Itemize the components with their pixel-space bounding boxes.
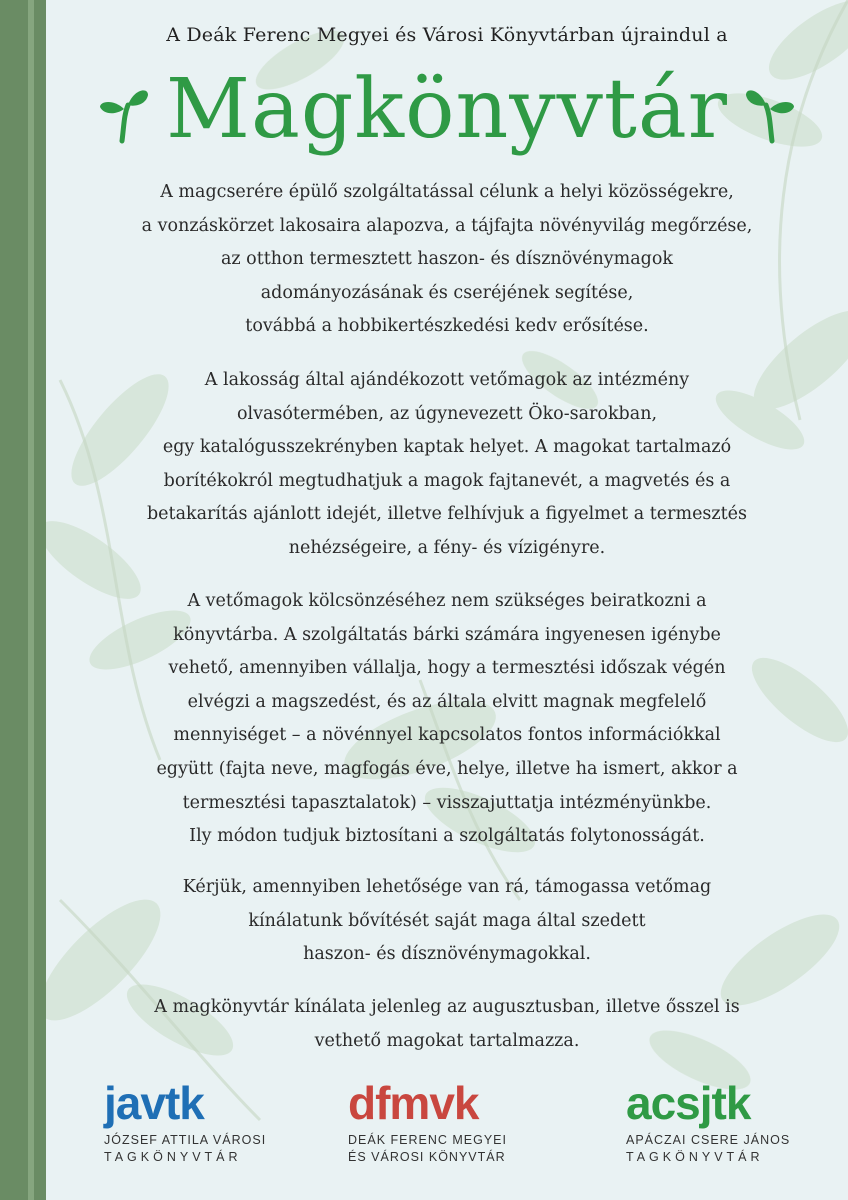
paragraph-1	[46, 176, 848, 344]
logo-mark-text: dfmvk	[348, 1077, 479, 1129]
sprout-icon-right	[744, 75, 800, 145]
paragraph-line: adományozásának és cseréjének segítése,	[260, 282, 634, 303]
sprout-icon-left	[94, 75, 150, 145]
logo-mark-text: javtk	[104, 1077, 204, 1129]
paragraph-line: vehető, amennyiben vállalja, hogy a termesztési időszak végén	[168, 658, 726, 679]
logo-caption-line: JÓZSEF ATTILA VÁROSI	[104, 1133, 267, 1147]
paragraph-line: elvégzi a magszedést, és az általa elvitt magnak megfelelő	[187, 691, 707, 712]
logo-mark-text: acsjtk	[626, 1077, 751, 1129]
logo-caption-line: TAGKÖNYVTÁR	[626, 1150, 764, 1164]
paragraph-line: Kérjük, amennyiben lehetősége van rá, támogassa vetőmag	[182, 877, 712, 897]
logo-caption-line: TAGKÖNYVTÁR	[104, 1150, 242, 1164]
title-row	[46, 52, 848, 168]
paragraph-line: mennyiséget – a növénnyel kapcsolatos fontos információkkal	[173, 725, 721, 746]
paragraph-line: A magkönyvtár kínálata jelenleg az augusztusban, illetve ősszel is	[154, 997, 740, 1017]
logo-acsjtk-mark	[626, 1077, 790, 1129]
paragraph-line: borítékokról megtudhatjuk a magok fajtanevét, a magvetés és a	[163, 470, 731, 491]
paragraph-line: az otthon termesztett haszon- és dísznövénymagok	[220, 249, 674, 270]
logo-acsjtk-caption	[626, 1132, 790, 1166]
paragraph-line: Ily módon tudjuk biztosítani a szolgáltatás folytonosságát.	[189, 826, 705, 847]
poster-content	[46, 0, 848, 1200]
paragraph-line: A magcserére épülő szolgáltatással célunk a helyi közösségekre,	[160, 182, 734, 202]
logo-dfmvk-mark	[348, 1077, 507, 1129]
paragraph-line: egy katalógusszekrényben kaptak helyet. A magokat tartalmazó	[162, 437, 732, 458]
paragraph-4	[46, 871, 848, 972]
logo-dfmvk-caption	[348, 1132, 507, 1166]
paragraph-5	[46, 991, 848, 1058]
logo-caption-line: ÉS VÁROSI KÖNYVTÁR	[348, 1150, 506, 1164]
paragraph-line: továbbá a hobbikertészkedési kedv erősítése.	[245, 316, 649, 337]
paragraph-line: kínálatunk bővítését saját maga által szedett	[248, 910, 646, 931]
logo-javtk-caption	[104, 1132, 266, 1166]
side-bar-stripe	[28, 0, 34, 1200]
logo-javtk	[104, 1077, 267, 1166]
partner-logos	[46, 1077, 848, 1190]
paragraph-line: könyvtárba. A szolgáltatás bárki számára ingyenesen igénybe	[173, 624, 721, 645]
paragraph-2	[46, 364, 848, 566]
paragraph-line: olvasótermében, az úgynevezett Öko-sarokban,	[236, 403, 658, 424]
paragraph-line: A vetőmagok kölcsönzéséhez nem szükséges beiratkozni a	[187, 591, 707, 611]
paragraph-line: a vonzáskörzet lakosaira alapozva, a tájfajta növényvilág megőrzése,	[141, 215, 753, 236]
logo-dfmvk	[348, 1077, 507, 1166]
logo-acsjtk	[626, 1077, 791, 1166]
paragraph-line: együtt (fajta neve, magfogás éve, helye, illetve ha ismert, akkor a	[156, 758, 738, 779]
page-title: Magkönyvtár	[166, 62, 728, 157]
paragraph-line: nehézségeire, a fény- és vízigényre.	[288, 537, 606, 558]
paragraph-line: termesztési tapasztalatok) – visszajuttatja intézményünkbe.	[182, 792, 712, 813]
logo-javtk-mark	[104, 1077, 266, 1129]
paragraph-line: A lakosság által ajándékozott vetőmagok az intézmény	[204, 370, 690, 390]
paragraph-line: vethető magokat tartalmazza.	[314, 1030, 580, 1051]
paragraph-line: betakarítás ajánlott idejét, illetve felhívjuk a figyelmet a termesztés	[146, 504, 748, 525]
paragraph-3	[46, 585, 848, 854]
intro-text: A Deák Ferenc Megyei és Városi Könyvtárban újraindul a	[166, 24, 728, 46]
side-bar	[0, 0, 46, 1200]
paragraph-line: haszon- és dísznövénymagokkal.	[303, 944, 591, 965]
logo-caption-line: DEÁK FERENC MEGYEI	[348, 1133, 507, 1147]
logo-caption-line: APÁCZAI CSERE JÁNOS	[626, 1133, 791, 1147]
